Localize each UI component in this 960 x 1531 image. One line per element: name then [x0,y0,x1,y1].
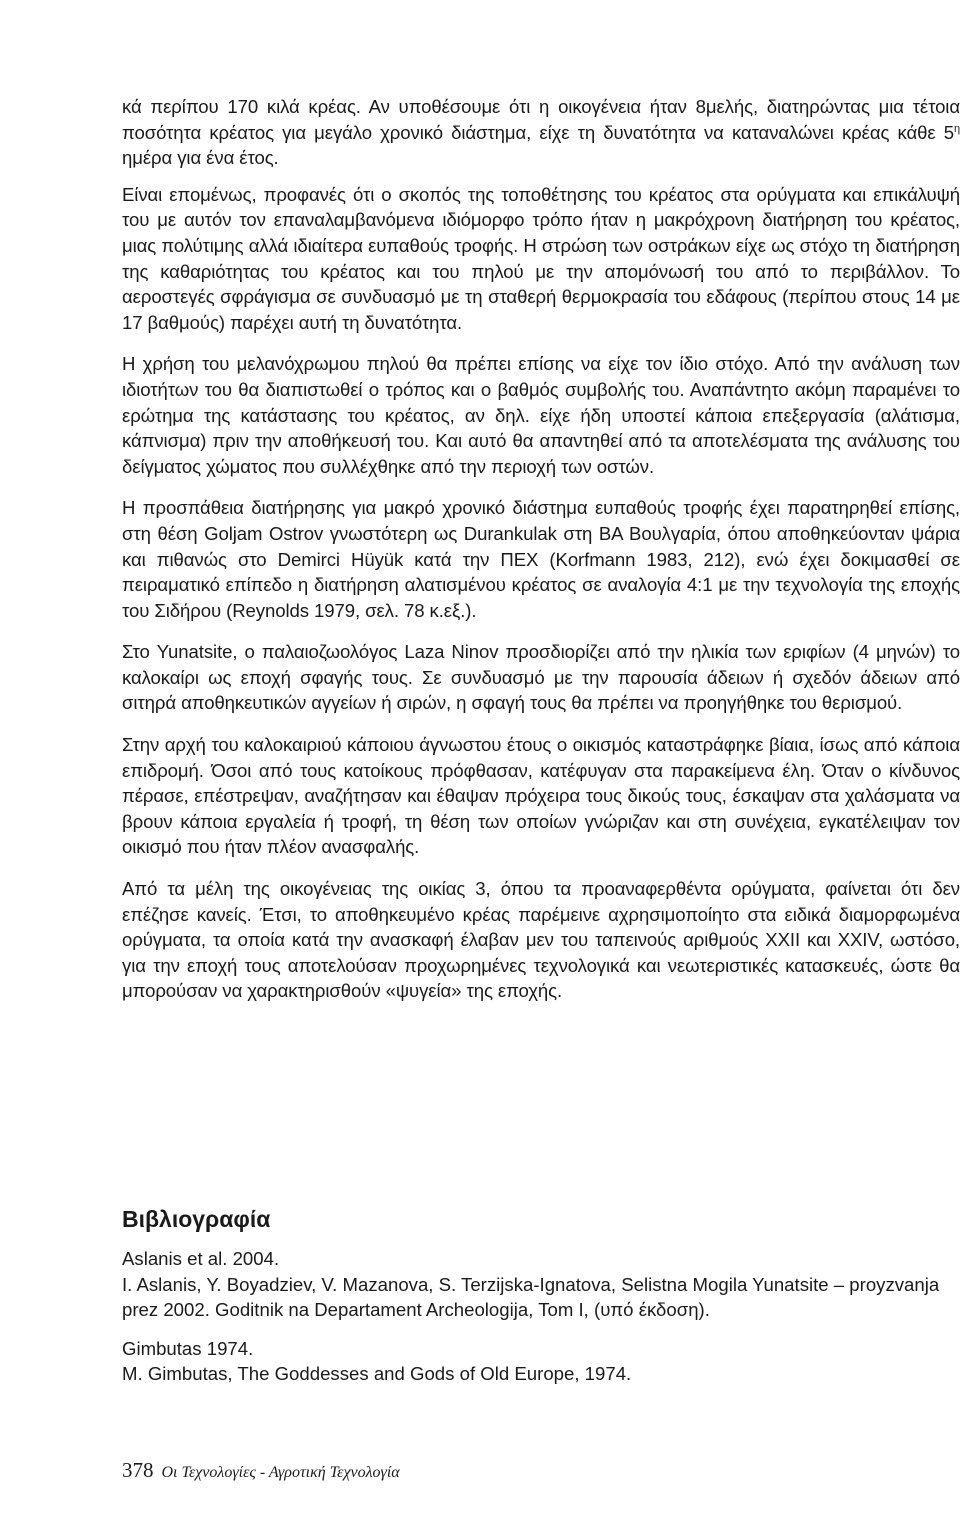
reference-full: M. Gimbutas, The Goddesses and Gods of Old Europe, 1974. [122,1363,632,1385]
paragraph-text-tail: ημέρα για ένα έτος. [122,147,279,169]
reference-short: Gimbutas 1974. [122,1337,254,1359]
bibliography-entry [122,1246,960,1323]
paragraph: Στο Yunatsite, ο παλαιοζωολόγος Laza Ninov προσδιορίζει από την ηλικία των εριφίων (4 μηνών) το καλοκαίρι ως εποχή σφαγής τους. Σε συνδυασμό με την παρουσία άδειων ή σχεδόν άδειων από σιτηρά αποθηκευτικών αγγείων ή σιρών, η σφαγή τους θα πρέπει να προηγήθηκε του θερισμού. [122,641,960,714]
paragraph [122,94,960,171]
main-text [122,94,960,1020]
bibliography-list [122,1246,960,1400]
paragraph: Η χρήση του μελανόχρωμου πηλού θα πρέπει επίσης να είχε τον ίδιο στόχο. Από την ανάλυση των ιδιοτήτων του θα διαπιστωθεί ο τρόπος και ο βαθμός συμβολής του. Αναπάντητο ακόμη παραμένει το ερώτημα της κατάστασης του κρέατος, αν δηλ. είχε ήδη υποστεί κάποια επεξεργασία (αλάτισμα, κάπνισμα) πριν την αποθήκευσή του. Και αυτό θα απαντηθεί από τα αποτελέσματα της ανάλυσης του δείγματος χώματος που συλλέχθηκε από την περιοχή των οστών. [122,353,960,477]
paragraph: Από τα μέλη της οικογένειας της οικίας 3, όπου τα προαναφερθέντα ορύγματα, φαίνεται ότι δεν επέζησε κανείς. Έτσι, το αποθηκευμένο κρέας παρέμεινε αχρησιμοποίητο στα ειδικά διαμορφωμένα ορύγματα, τα οποία κατά την ανασκαφή έλαβαν μεν του ταπεινούς αριθμούς XXII και XXIV, ωστόσο, για την εποχή τους αποτελούσαν προχωρημένες τεχνολογικά και νεωτεριστικές κατασκευές, ώστε θα μπορούσαν να χαρακτηρισθούν «ψυγεία» της εποχής. [122,878,960,1002]
paragraph: Η προσπάθεια διατήρησης για μακρό χρονικό διάστημα ευπαθούς τροφής έχει παρατηρηθεί επίσης, στη θέση Goljam Ostrov γνωστότερη ως Durankulak στη ΒΑ Βουλγαρία, όπου αποθηκεύονταν ψάρια και πιθανώς στο Demirci Hüyük κατά την ΠΕΧ (Korfmann 1983, 212), ενώ έχει δοκιμασθεί σε πειραματικό επίπεδο η διατήρηση αλατισμένου κρέατος σε αναλογία 4:1 με την τεχνολογία της εποχής του Σιδήρου (Reynolds 1979, σελ. 78 κ.εξ.). [122,497,960,621]
bibliography-heading: Βιβλιογραφία [122,1206,271,1232]
bibliography-entry [122,1336,960,1387]
reference-full: I. Aslanis, Y. Boyadziev, V. Mazanova, S. Terzijska-Ignatova, Selistna Mogila Yunatsite – proyzvanja prez 2002. Goditnik na Departament Archeologija, Tom I, (υπό έκδοση). [122,1273,940,1321]
ordinal-superscript: η [953,122,960,135]
paragraph-text: κά περίπου 170 κιλά κρέας. Αν υποθέσουμε ότι η οικογένεια ήταν 8μελής, διατηρώντας μια τέτοια ποσότητα κρέατος για μεγάλο χρονικό διάστημα, είχε τη δυνατότητα να καταναλώνει κρέας κάθε 5 [122,96,960,143]
page-footer [122,1458,400,1483]
page-number: 378 [122,1458,154,1482]
reference-short: Aslanis et al. 2004. [122,1248,280,1269]
paragraph: Είναι επομένως, προφανές ότι ο σκοπός της τοποθέτησης του κρέατος στα ορύγματα και επικάλυψή του με αυτόν τον επαναλαμβανόμενα ιδιόμορφο τρόπο ήταν η μακρόχρονη διατήρηση του κρέατος, μιας πολύτιμης αλλά ιδιαίτερα ευπαθούς τροφής. Η στρώση των οστράκων είχε ως στόχο τη διατήρηση της καθαριότητας του κρέατος και του πηλού με την απομόνωσή του από το περιβάλλον. Το αεροστεγές σφράγισμα σε συνδυασμό με τη σταθερή θερμοκρασία του εδάφους (περίπου στους 14 με 17 βαθμούς) παρέχει αυτή τη δυνατότητα. [122,183,960,333]
paragraph: Στην αρχή του καλοκαιριού κάποιου άγνωστου έτους ο οικισμός καταστράφηκε βίαια, ίσως από κάποια επιδρομή. Όσοι από τους κατοίκους πρόφθασαν, κατέφυγαν στα παρακείμενα έλη. Όταν ο κίνδυνος πέρασε, επέστρεψαν, αναζήτησαν και έθαψαν πρόχειρα τους δικούς τους, έσκαψαν στα χαλάσματα να βρουν κάποια εργαλεία ή τροφή, τη θέση των οποίων γνώριζαν και στη συνέχεια, εγκατέλειψαν τον οικισμό που ήταν πλέον ανασφαλής. [122,734,960,858]
running-title: Οι Τεχνολογίες - Αγροτική Τεχνολογία [161,1464,400,1481]
